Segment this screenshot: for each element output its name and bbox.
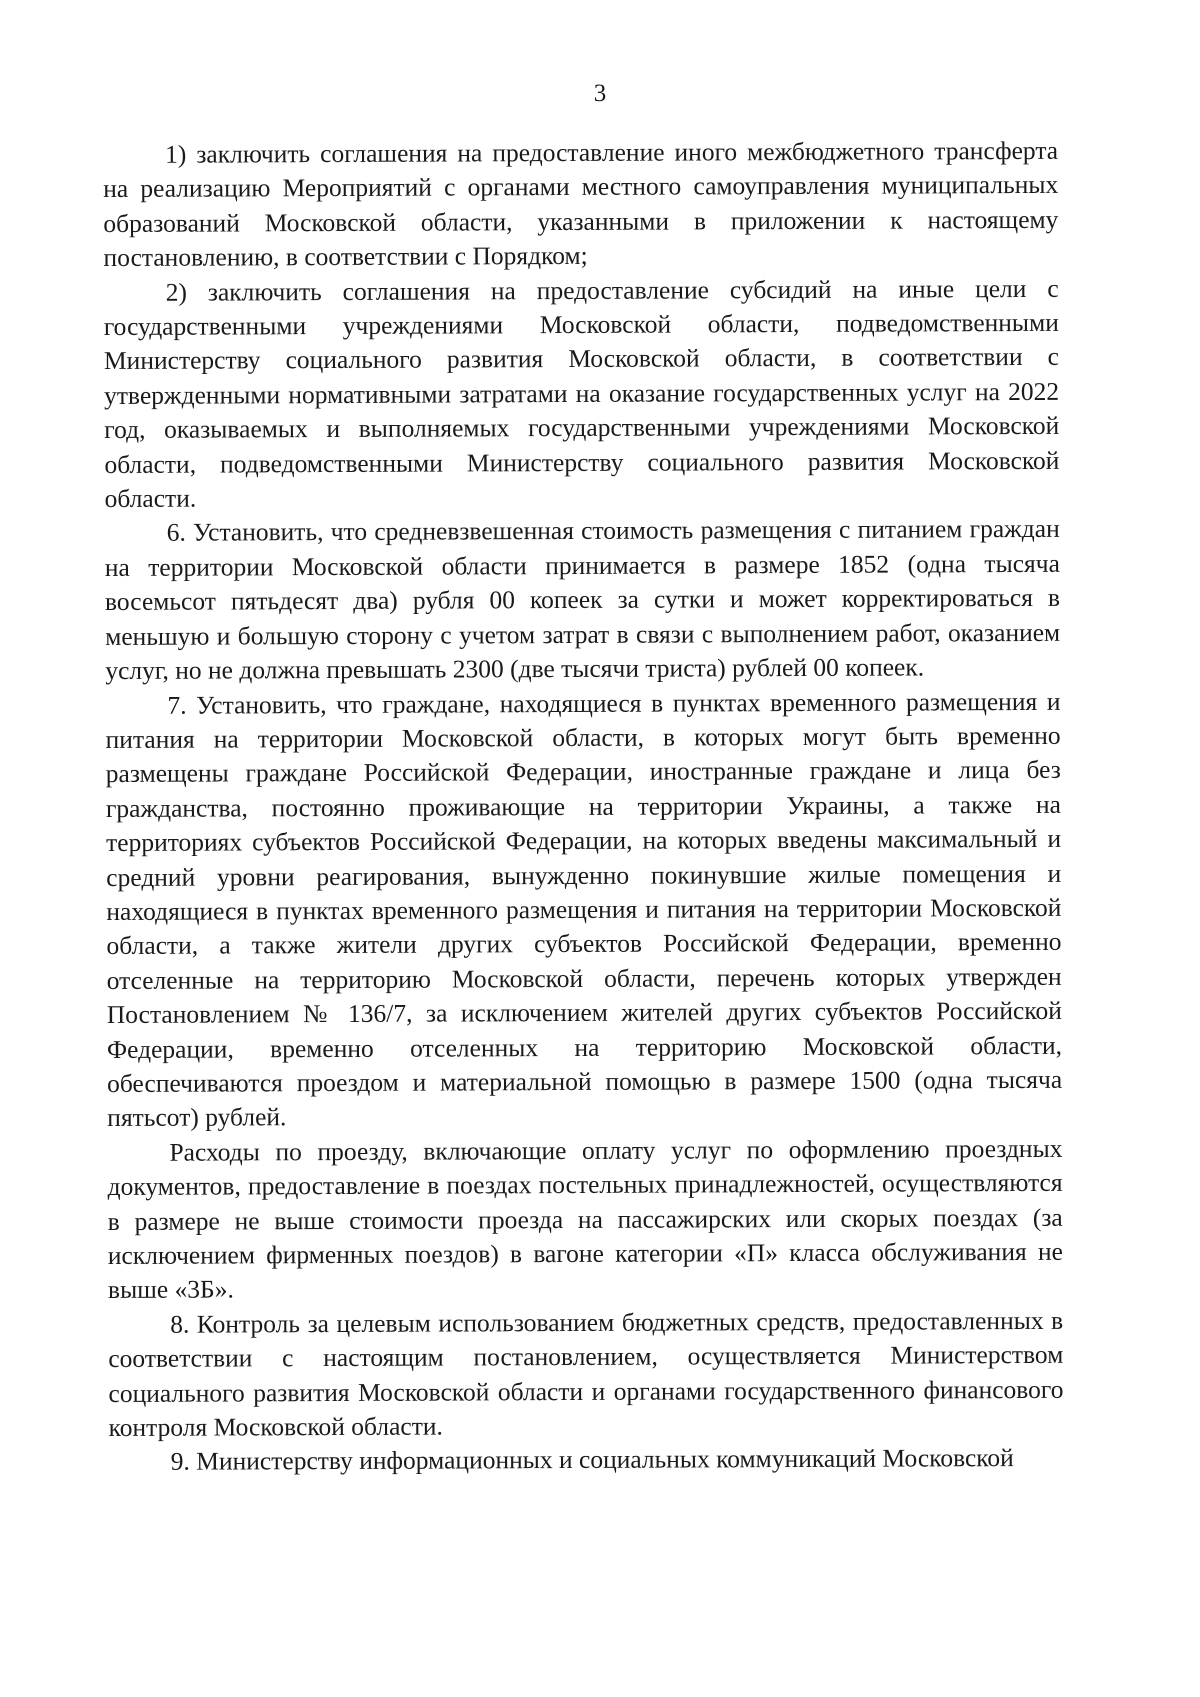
paragraph-item-8: 8. Контроль за целевым использованием бюджетных средств, предоставленных в соответствии с настоящим постановлением, осуществляется Министерством социального развития Московской области и органами государственного финансового контроля Московской области. [108,1305,1064,1443]
paragraph-item-6: 6. Установить, что средневзвешенная стоимость размещения с питанием граждан на территории Московской области принимается в размере 1852 (одна тысяча восемьсот пятьдесят два) рубля 00 копеек за сутки и может корректироваться в меньшую и большую сторону с учетом затрат в связи с выполнением работ, оказанием услуг, но не должна превышать 2300 (две тысячи триста) рублей 00 копеек. [104,514,1061,686]
paragraph-subitem-1: 1) заключить соглашения на предоставление иного межбюджетного трансферта на реализацию Мероприятий с органами местного самоуправления муниципальных образований Московской области, указанными в приложении к настоящему постановлению, в соответствии с Порядком; [103,135,1059,273]
paragraph-travel-expenses: Расходы по проезду, включающие оплату услуг по оформлению проездных документов, предоставление в поездах постельных принадлежностей, осуществляются в размере не выше стоимости проезда на пассажирских или скорых поездах (за исключением фирменных поездов) в вагоне категории «П» класса обслуживания не выше «3Б». [107,1133,1063,1305]
paragraph-item-9: 9. Министерству информационных и социальных коммуникаций Московской [170,1443,1014,1477]
document-body [103,134,1064,1480]
paragraph-item-7: 7. Установить, что граждане, находящиеся в пунктах временного размещения и питания на территории Московской области, в которых могут быть временно размещены граждане Российской Федерации, иностранные граждане и лица без гражданства, постоянно проживающие на территории Украины, а также на территориях субъектов Российской Федерации, на которых введены максимальный и средний уровни реагирования, вынужденно покинувшие жилые помещения и находящиеся в пунктах временного размещения и питания на территории Московской области, а также жители других субъектов Российской Федерации, временно отселенные на территорию Московской области, перечень которых утвержден Постановлением № 136/7, за исключением жителей других субъектов Российской Федерации, временно отселенных на территорию Московской области, обеспечиваются проездом и материальной помощью в размере 1500 (одна тысяча пятьсот) рублей. [105,686,1063,1133]
page-number: 3 [593,80,607,107]
paragraph-subitem-2: 2) заключить соглашения на предоставление субсидий на иные цели с государственными учреждениями Московской области, подведомственными Министерству социального развития Московской области, в соответствии с утвержденными нормативными затратами на оказание государственных услуг на 2022 год, оказываемых и выполняемых государственными учреждениями Московской области, подведомственными Министерству социального развития Московской области. [103,273,1060,514]
